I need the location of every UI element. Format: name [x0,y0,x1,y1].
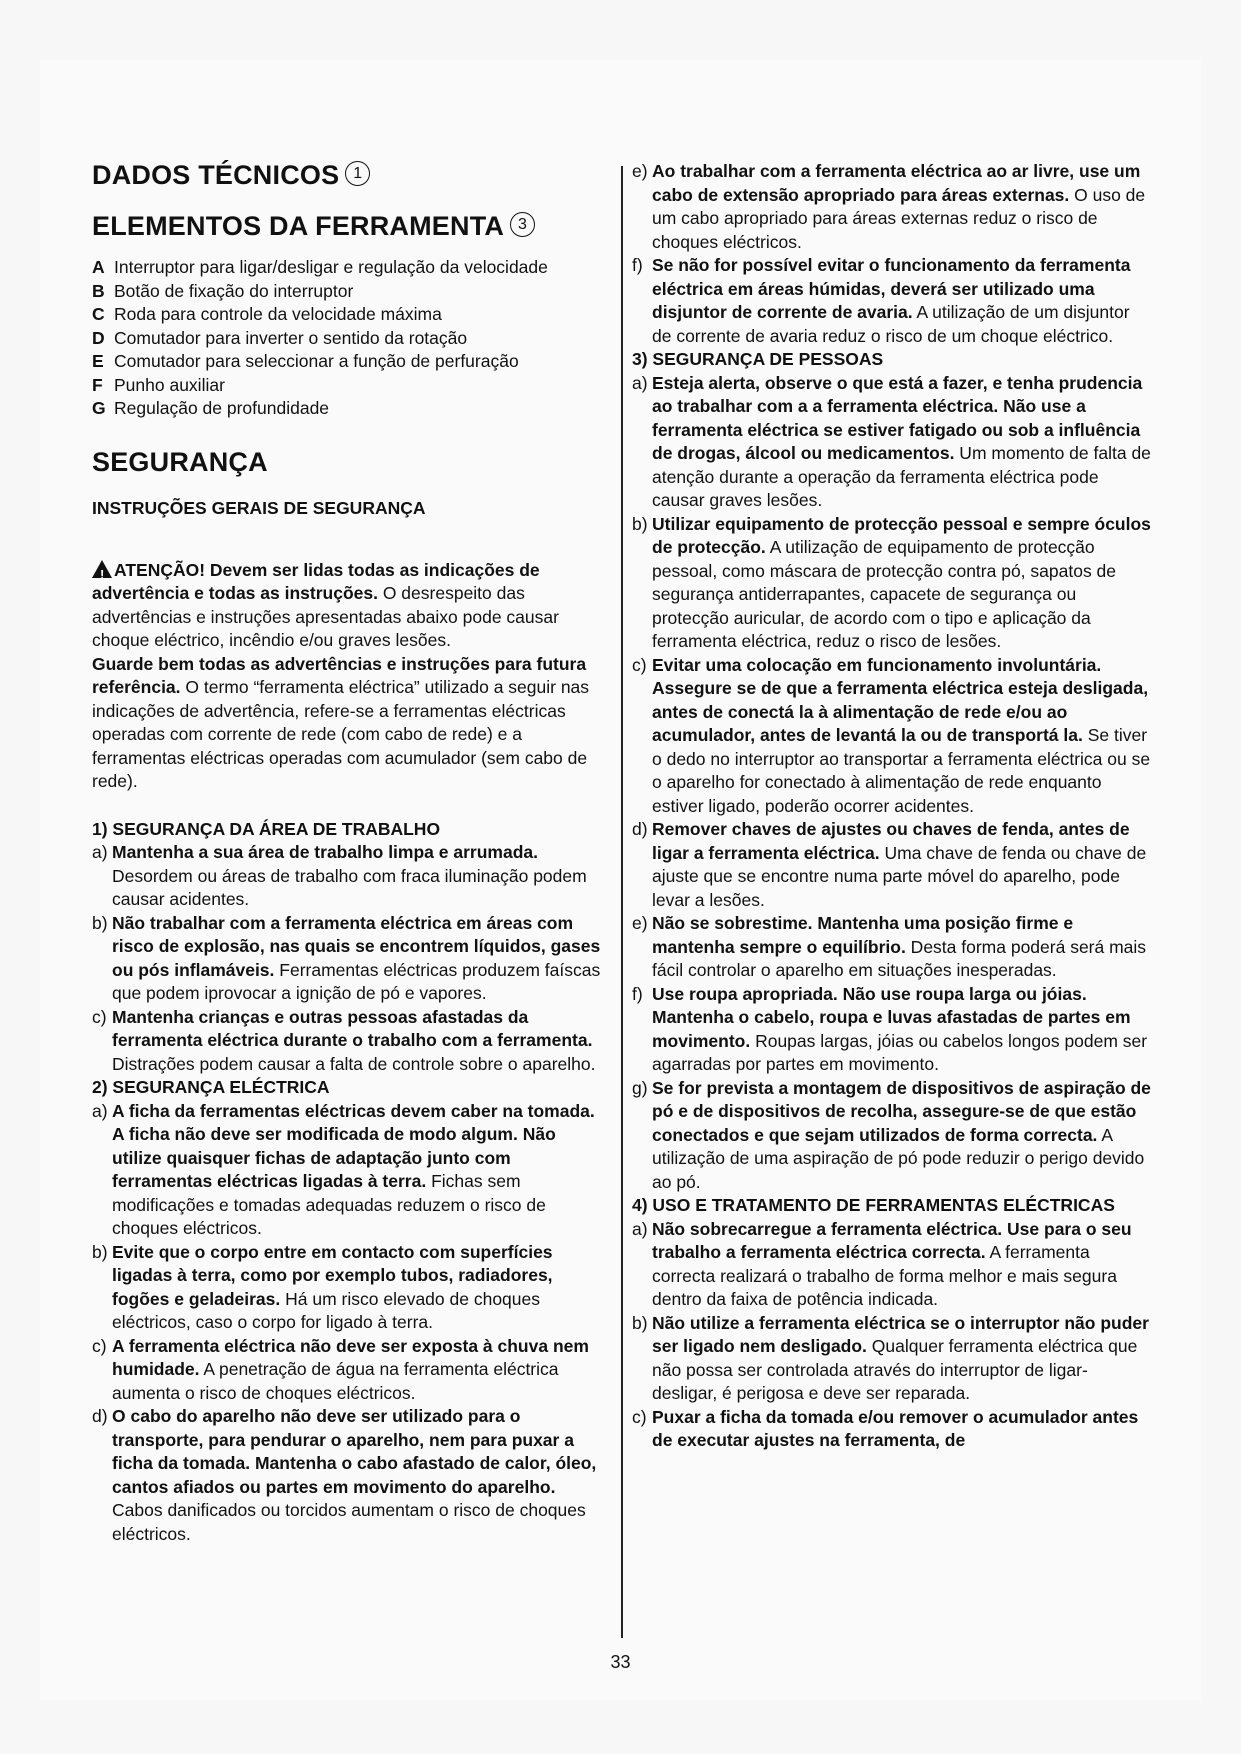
list-item: c) Evitar uma colocação em funcionamento involuntária. Assegure se de que a ferramenta eléctrica esteja desligada, antes de conectá la à alimentação de rede e/ou ao acumulador, antes de levantá la ou de transportá la. Se tiver o dedo no interruptor ao transportar a ferramenta eléctrica ou se o aparelho for conectado à alimentação de rede enquanto estiver ligado, poderão ocorrer acidentes. [632,654,1151,816]
list-item: f) Use roupa apropriada. Não use roupa larga ou jóias. Mantenha o cabelo, roupa e luvas afastadas de partes em movimento. Roupas largas, jóias ou cabelos longos podem ser agarradas por partes em movimento. [632,983,1148,1074]
list-item: F Punho auxiliar [92,374,225,395]
figure-ref-3: 3 [510,212,535,237]
list-item: d) Remover chaves de ajustes ou chaves de fenda, antes de ligar a ferramenta eléctrica. Uma chave de fenda ou chave de ajuste que se encontre numa parte móvel do aparelho, pode levar a lesões. [632,819,1147,910]
list-item: D Comutador para inverter o sentido da rotação [92,327,468,348]
list-item: b) Não trabalhar com a ferramenta eléctrica em áreas com risco de explosão, nas quais se encontrem líquidos, gases ou pós inflamáveis. Ferramentas eléctricas produzem faíscas que podem iprovocar a ignição de pó e vapores. [92,912,601,1003]
column-divider [621,166,623,1638]
list-item: f) Se não for possível evitar o funcionamento da ferramenta eléctrica em áreas húmidas, deverá ser utilizado uma disjuntor de corrente de avaria. A utilização de um disjuntor de corrente de avaria reduz o risco de um choque eléctrico. [632,255,1131,346]
title-tool-elements: ELEMENTOS DA FERRAMENTA 3 [92,211,607,242]
list-item: B Botão de fixação do interruptor [92,280,354,301]
left-column [92,160,607,1546]
list-item: A Interruptor para ligar/desligar e regulação da velocidade [92,257,548,277]
list-item: C Roda para controle da velocidade máxima [92,304,442,324]
keep-instructions-paragraph: Guarde bem todas as advertências e instruções para futura referência. O termo “ferramenta eléctrica” utilizado a seguir nas indicações de advertência, refere-se a ferramentas eléctricas operadas com corrente de rede (com cabo de rede) e a ferramentas eléctricas operadas com acumulador (sem cabo de rede). [92,653,590,791]
list-item: a) Esteja alerta, observe o que está a fazer, e tenha prudencia ao trabalhar com a a ferramenta eléctrica. Não use a ferramenta eléctrica se estiver fatigado ou sob a influência de drogas, álcool ou medicamentos. Um momento de falta de atenção durante a operação da ferramenta eléctrica pode causar graves lesões. [632,372,1151,510]
section-4-heading: 4) USO E TRATAMENTO DE FERRAMENTAS ELÉCTRICAS [632,1195,1115,1215]
list-item: E Comutador para seleccionar a função de perfuração [92,351,519,371]
list-item: c) Puxar a ficha da tomada e/ou remover o acumulador antes de executar ajustes na ferramenta, de [632,1406,1139,1450]
list-item: b) Utilizar equipamento de protecção pessoal e sempre óculos de protecção. A utilização de equipamento de protecção pessoal, como máscara de protecção contra pó, sapatos de segurança antiderrapantes, capacete de segurança ou protecção auricular, de acordo com o tipo e aplicação da ferramenta eléctrica, reduz o risco de lesões. [632,513,1151,651]
list-item: a) Não sobrecarregue a ferramenta eléctrica. Use para o seu trabalho a ferramenta eléctrica correcta. A ferramenta correcta realizará o trabalho de forma melhor e mais segura dentro da faixa de potência indicada. [632,1218,1132,1309]
list-item: g) Se for prevista a montagem de dispositivos de aspiração de pó e de dispositivos de recolha, assegure-se de que estão conectados e que sejam utilizados de forma correcta. A utilização de uma aspiração de pó pode reduzir o perigo devido ao pó. [632,1077,1151,1192]
right-column [632,160,1152,1453]
title-safety: SEGURANÇA [92,446,268,477]
list-item: c) Mantenha crianças e outras pessoas afastadas da ferramenta eléctrica durante o trabalho com a ferramenta. Distrações podem causar a falta de controle sobre o aparelho. [92,1006,596,1074]
list-item: e) Não se sobrestime. Mantenha uma posição firme e mantenha sempre o equilíbrio. Desta forma poderá será mais fácil controlar o aparelho em situações inesperadas. [632,913,1147,980]
warning-triangle-icon [92,560,112,578]
general-safety-heading: INSTRUÇÕES GERAIS DE SEGURANÇA [92,497,426,518]
section-1-heading: 1) SEGURANÇA DA ÁREA DE TRABALHO [92,818,441,839]
list-item: a) A ficha da ferramentas eléctricas devem caber na tomada. A ficha não deve ser modificada de modo algum. Não utilize quaisquer fichas de adaptação junto com ferramentas eléctricas ligadas à terra. Fichas sem modificações e tomadas adequadas reduzem o risco de choques eléctricos. [92,1100,595,1238]
elements-list [92,256,607,421]
list-item: e) Ao trabalhar com a ferramenta eléctrica ao ar livre, use um cabo de extensão apropriado para áreas externas. O uso de um cabo apropriado para áreas externas reduz o risco de choques eléctricos. [632,161,1146,252]
list-item: b) Evite que o corpo entre em contacto com superfícies ligadas à terra, como por exemplo tubos, radiadores, fogões e geladeiras. Há um risco elevado de choques eléctricos, caso o corpo for ligado à terra. [92,1241,553,1332]
list-item: b) Não utilize a ferramenta eléctrica se o interruptor não puder ser ligado nem desligado. Qualquer ferramenta eléctrica que não possa ser controlada através do interruptor de ligar-desligar, é perigosa e deve ser reparada. [632,1312,1149,1403]
list-item: c) A ferramenta eléctrica não deve ser exposta à chuva nem humidade. A penetração de água na ferramenta eléctrica aumenta o risco de choques eléctricos. [92,1335,589,1403]
list-item: G Regulação de profundidade [92,398,330,418]
list-item: a) Mantenha a sua área de trabalho limpa e arrumada. Desordem ou áreas de trabalho com fraca iluminação podem causar acidentes. [92,842,587,909]
section-3-heading: 3) SEGURANÇA DE PESSOAS [632,349,884,369]
page-number: 33 [610,1652,631,1672]
section-2-heading: 2) SEGURANÇA ELÉCTRICA [92,1077,330,1097]
title-technical-data: DADOS TÉCNICOS 1 [92,160,607,191]
figure-ref-1: 1 [345,161,370,186]
warning-paragraph: !ATENÇÃO! Devem ser lidas todas as indicações de advertência e todas as instruções. O desrespeito das advertências e instruções apresentadas abaixo pode causar choque eléctrico, incêndio e/ou graves lesões. [92,559,607,653]
list-item: d) O cabo do aparelho não deve ser utilizado para o transporte, para pendurar o aparelho, nem para puxar a ficha da tomada. Mantenha o cabo afastado de calor, óleo, cantos afiados ou partes em movimento do aparelho. Cabos danificados ou torcidos aumentam o risco de choques eléctricos. [92,1406,597,1544]
